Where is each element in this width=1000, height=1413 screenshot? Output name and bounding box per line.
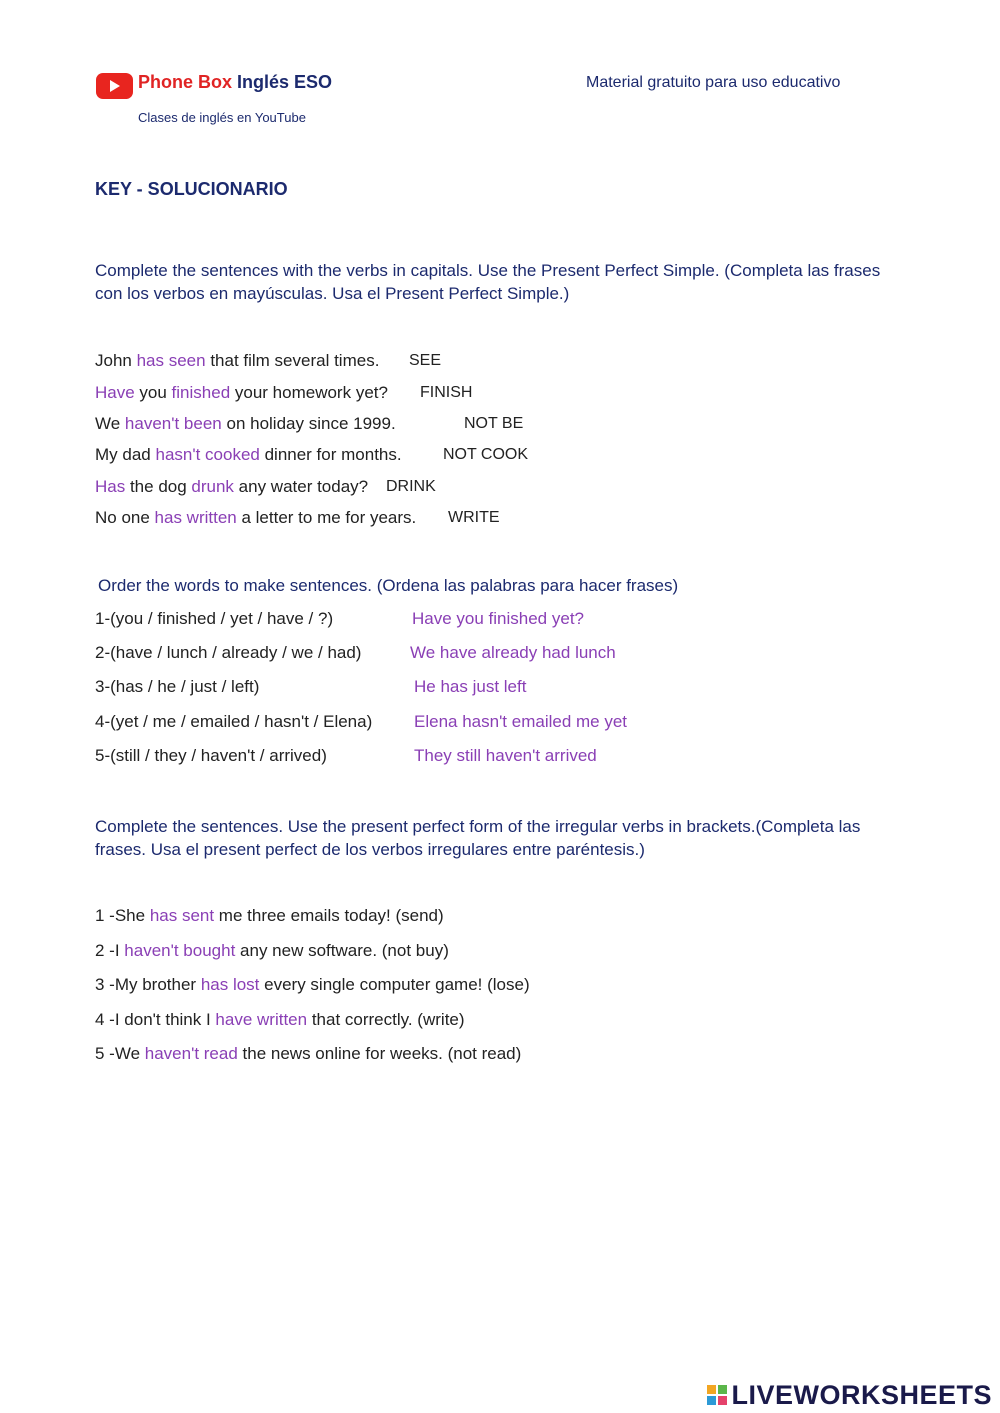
section1-verb: NOT COOK <box>443 446 529 463</box>
section2-prompt: 5-(still / they / haven't / arrived) <box>95 746 327 765</box>
section3-item-text: any new software. (not buy) <box>235 941 449 960</box>
section2-prompt: 3-(has / he / just / left) <box>95 677 260 696</box>
section1-item-sentence <box>95 414 396 434</box>
page-title: KEY - SOLUCIONARIO <box>95 179 288 199</box>
section3-item-sentence <box>95 1010 465 1030</box>
section1-item-answer: has seen <box>136 351 206 370</box>
section3-item-sentence <box>95 1044 521 1064</box>
section1-item-answer: drunk <box>191 477 234 496</box>
section3-item-answer: haven't bought <box>124 941 236 960</box>
section3-item-text: 3 -My brother <box>95 975 201 994</box>
section1-item-sentence <box>95 383 388 403</box>
section1-item-answer: finished <box>171 383 231 402</box>
section1-verb: SEE <box>409 352 442 369</box>
section1-item-answer: Has <box>95 477 126 496</box>
section3-item-sentence <box>95 906 444 926</box>
section1-item-sentence <box>95 477 368 497</box>
section3-item-text: 1 -She <box>95 906 150 925</box>
liveworksheets-text: LIVEWORKSHEETS <box>731 1379 992 1410</box>
section3-item-answer: has sent <box>149 906 215 925</box>
section1-verb: NOT BE <box>464 415 524 432</box>
brand-name-part2: Inglés ESO <box>237 72 333 92</box>
section1-item-text: No one <box>95 508 155 527</box>
section1-item-text: you <box>134 383 172 402</box>
section2-prompt: 4-(yet / me / emailed / hasn't / Elena) <box>95 712 373 731</box>
brand-subtitle: Clases de inglés en YouTube <box>138 110 306 125</box>
section1-item-answer: Have <box>95 383 135 402</box>
section1-verb: FINISH <box>420 384 473 401</box>
section3-item-text: 4 -I don't think I <box>95 1010 216 1029</box>
section3-item-sentence <box>95 975 530 995</box>
section1-item-answer: hasn't cooked <box>155 445 260 464</box>
section3-item-text: 2 -I <box>95 941 125 960</box>
section1-item-text: your homework yet? <box>230 383 388 402</box>
section3-item-answer: has lost <box>200 975 260 994</box>
section1-item-sentence <box>95 351 379 371</box>
section1-item-text: John <box>95 351 137 370</box>
section1-verb: WRITE <box>448 509 500 526</box>
section1-item-text: We <box>95 414 125 433</box>
section2-answer: They still haven't arrived <box>414 746 597 765</box>
section1-item-text: on holiday since 1999. <box>221 414 396 433</box>
liveworksheets-logo <box>707 1378 992 1412</box>
section1-item-sentence <box>95 508 416 528</box>
section2-instruction: Order the words to make sentences. (Ordena las palabras para hacer frases) <box>98 576 679 595</box>
section3-item-text: every single computer game! (lose) <box>259 975 530 994</box>
section2-prompt: 2-(have / lunch / already / we / had) <box>95 643 362 662</box>
header-note: Material gratuito para uso educativo <box>586 74 841 91</box>
section3-item-text: me three emails today! (send) <box>214 906 444 925</box>
section3-item-text: that correctly. (write) <box>307 1010 465 1029</box>
liveworksheets-grid-icon <box>707 1385 727 1405</box>
section3-item-text: 5 -We <box>95 1044 145 1063</box>
section1-instruction: Complete the sentences with the verbs in capitals. Use the Present Perfect Simple. (Completa las frases con los verbos en mayúsculas. Usa el Present Perfect Simple.) <box>95 261 881 303</box>
section2-answer: Elena hasn't emailed me yet <box>414 712 628 731</box>
section1-item-text: the dog <box>125 477 192 496</box>
section1-item-text: My dad <box>95 445 156 464</box>
section2-prompt: 1-(you / finished / yet / have / ?) <box>95 609 334 628</box>
youtube-play-icon <box>96 73 133 99</box>
section3-item-answer: have written <box>215 1010 308 1029</box>
section3-item-answer: haven't read <box>144 1044 238 1063</box>
section1-item-text: a letter to me for years. <box>236 508 417 527</box>
section3-instruction: Complete the sentences. Use the present perfect form of the irregular verbs in brackets.(Completa las frases. Usa el present perfect de los verbos irregulares entre paréntesis.) <box>95 817 861 859</box>
brand-name <box>138 72 332 93</box>
section2-answer: We have already had lunch <box>410 643 616 662</box>
section1-item-text: dinner for months. <box>259 445 402 464</box>
section1-item-text: that film several times. <box>205 351 380 370</box>
section1-verb: DRINK <box>386 478 436 495</box>
section3-item-text: the news online for weeks. (not read) <box>237 1044 522 1063</box>
brand-name-part1: Phone Box <box>138 72 233 92</box>
section3-item-sentence <box>95 941 449 961</box>
section1-item-text: any water today? <box>233 477 369 496</box>
section1-item-sentence <box>95 445 402 465</box>
section1-item-answer: haven't been <box>124 414 222 433</box>
section1-item-answer: has written <box>154 508 237 527</box>
section2-answer: He has just left <box>414 677 527 696</box>
section2-answer: Have you finished yet? <box>412 609 584 628</box>
